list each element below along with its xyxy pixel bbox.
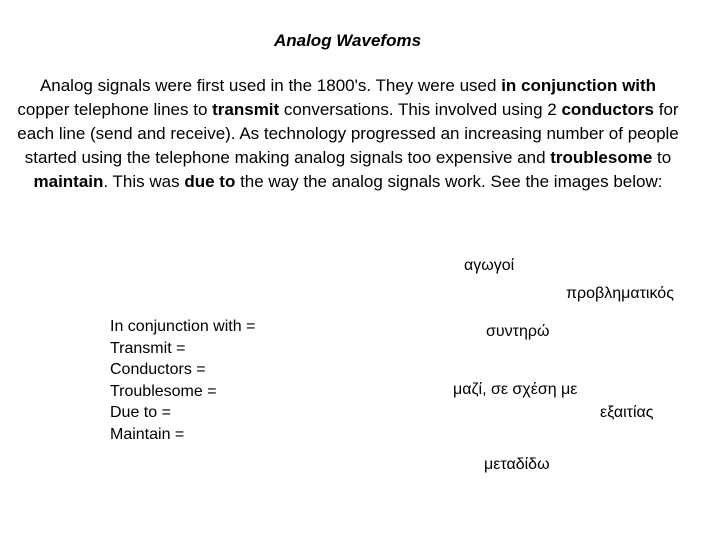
term-troublesome: troublesome (550, 148, 653, 167)
paragraph-text: for each line (send and receive). As technology progressed an increasing number of people started using the telephone making analog signals too expensive and (17, 100, 679, 167)
vocab-item-transmit: Transmit = (110, 339, 186, 357)
intro-paragraph (14, 74, 682, 194)
term-conductors: conductors (561, 100, 654, 119)
paragraph-text: conversations. This involved using 2 (279, 100, 562, 119)
term-due-to: due to (184, 172, 236, 191)
vocab-item-conductors: Conductors = (110, 361, 206, 379)
term-transmit: transmit (212, 100, 280, 119)
vocab-list (110, 316, 255, 446)
greek-word-in-conjunction-with: μαζί, σε σχέση με (453, 381, 578, 398)
vocab-item-troublesome: Troublesome = (110, 382, 217, 400)
paragraph-text: Analog signals were first used in the 1800's. They were used (39, 76, 502, 95)
vocab-item-maintain: Maintain = (110, 425, 185, 443)
vocab-item-in-conjunction-with: In conjunction with = (110, 318, 256, 335)
term-maintain: maintain (33, 172, 104, 191)
term-in-conjunction-with: in conjunction with (501, 76, 657, 95)
vocab-item-due-to: Due to = (110, 404, 171, 422)
greek-word-conductors: αγωγοί (464, 257, 515, 274)
greek-word-maintain: συντηρώ (486, 323, 550, 340)
paragraph-text: . This was (103, 172, 185, 191)
paragraph-text: copper telephone lines to (17, 100, 213, 119)
paragraph-text: to (652, 148, 672, 167)
page-title: Analog Wavefoms (273, 31, 422, 50)
paragraph-text: the way the analog signals work. See the images below: (235, 172, 663, 191)
greek-word-troublesome: προβληματικός (566, 285, 674, 302)
greek-word-due-to: εξαιτίας (600, 404, 654, 421)
greek-word-transmit: μεταδίδω (484, 456, 550, 473)
